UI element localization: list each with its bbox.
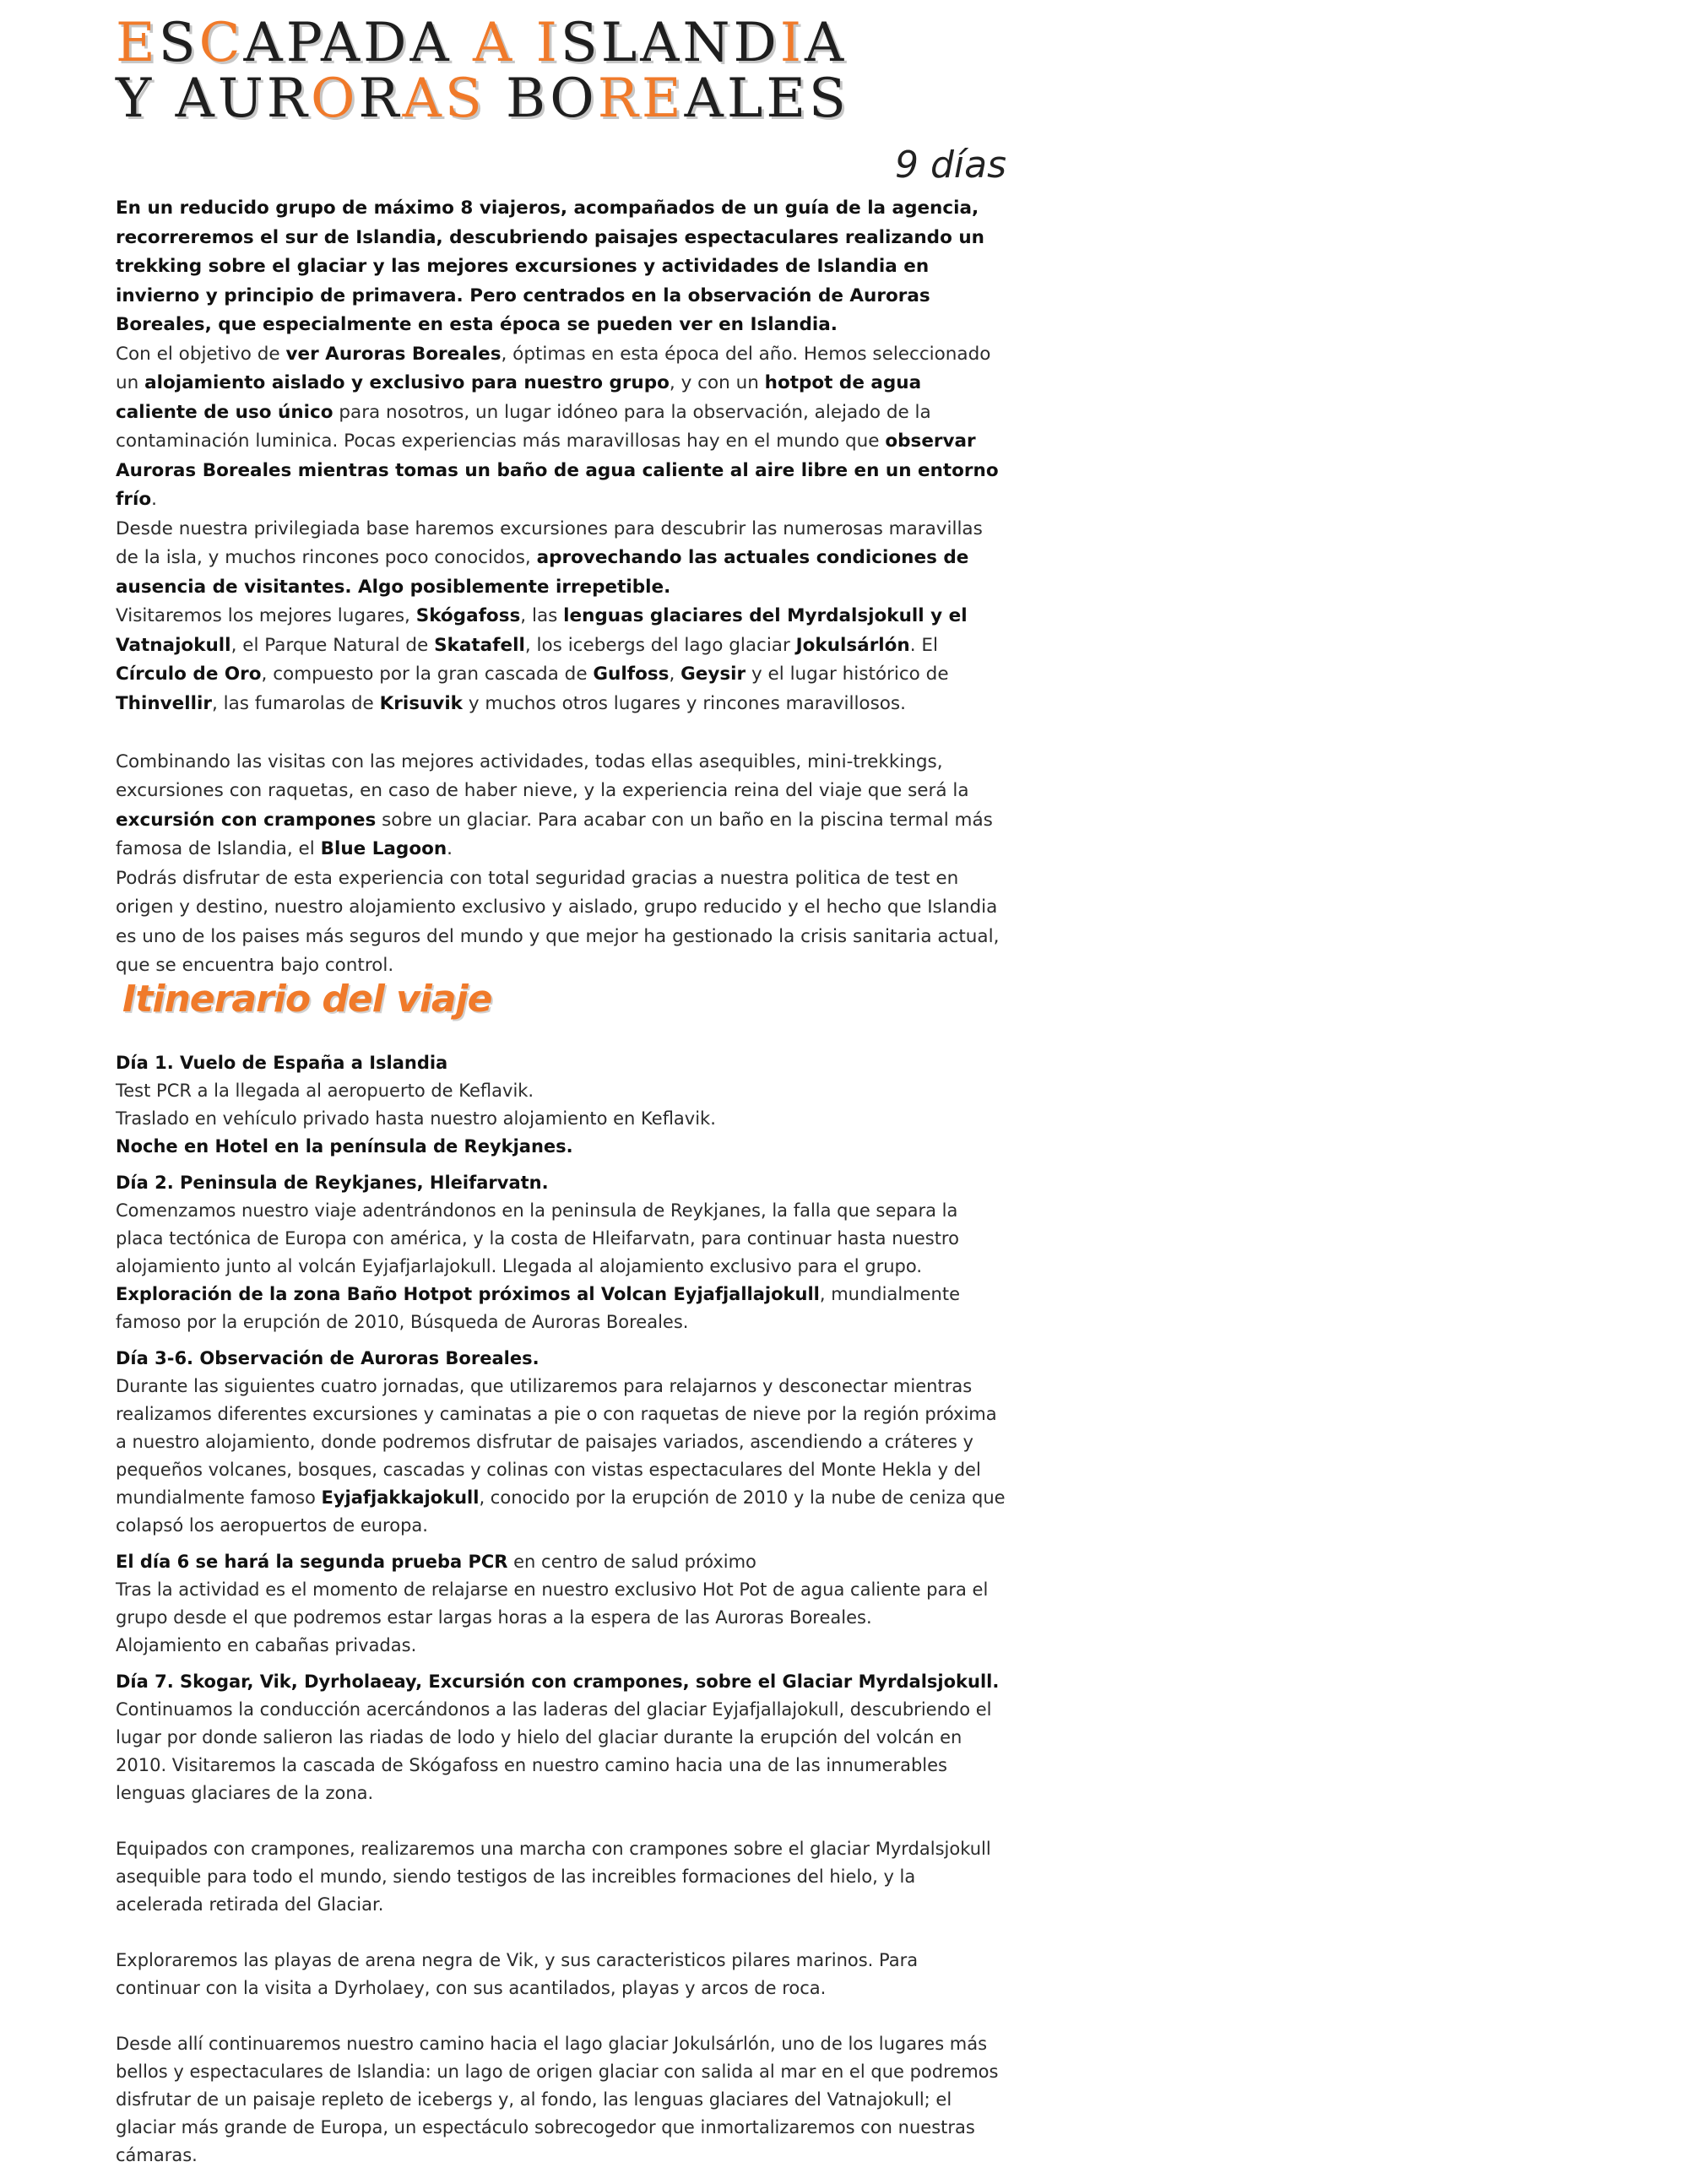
intro-text — [116, 194, 1006, 981]
paragraph-gap — [116, 2002, 1006, 2030]
day-paragraph — [116, 1548, 1006, 1576]
title-letters: BO — [485, 68, 598, 130]
itinerary-day — [116, 1345, 1006, 1540]
itinerary-day — [116, 1169, 1006, 1336]
text-run: Desde nuestra privilegiada base haremos excursiones para descubrir las numerosas maravillas de la isla, y muchos rincones poco conocidos, — [116, 517, 983, 568]
day-paragraph — [116, 1077, 1006, 1105]
text-run: en centro de salud próximo — [507, 1552, 756, 1572]
title-line-2 — [116, 68, 876, 130]
day-paragraph — [116, 1105, 1006, 1133]
intro-paragraph — [116, 194, 1006, 340]
title-letters: SLAND — [560, 12, 780, 74]
text-run: , — [669, 664, 681, 685]
paragraph-gap — [116, 718, 1006, 748]
text-run: Traslado en vehículo privado hasta nuestro alojamiento en Keflavik. — [116, 1108, 716, 1129]
text-run: Tras la actividad es el momento de relajarse en nuestro exclusivo Hot Pot de agua caliente para el grupo desde el que podremos estar largas horas a la espera de las Auroras Boreales. — [116, 1579, 989, 1628]
title-letters: O — [310, 68, 359, 130]
text-run: , las — [520, 605, 564, 626]
title-letters: E — [116, 12, 159, 74]
text-run: Continuamos la conducción acercándonos a las laderas del glaciar Eyjafjallajokull, descubriendo el lugar por donde salieron las riadas de lodo y hielo del glaciar durante la erupción del volcán en 2010. Visitaremos la cascada de Skógafoss en nuestro camino hacia una de las innumerables lenguas glaciares de la zona. — [116, 1699, 992, 1803]
title-letters: S — [158, 12, 199, 74]
day-paragraph — [116, 1373, 1006, 1540]
day-paragraph — [116, 1696, 1006, 1807]
title-letters: R — [358, 68, 403, 130]
bold-text: Thinvellir — [116, 692, 212, 714]
day-paragraph — [116, 2030, 1006, 2170]
intro-paragraph — [116, 515, 1006, 603]
day-heading: Día 7. Skogar, Vik, Dyrholaeay, Excursión con crampones, sobre el Glaciar Myrdalsjokull. — [116, 1671, 1000, 1692]
text-run: , las fumarolas de — [211, 692, 380, 714]
paragraph-gap — [116, 1807, 1006, 1835]
intro-paragraph — [116, 748, 1006, 864]
text-run: , los icebergs del lago glaciar — [524, 634, 796, 656]
bold-text: Krisuvik — [379, 692, 463, 714]
itinerary-day — [116, 1668, 1006, 2170]
text-run: Con el objetivo de — [116, 343, 286, 365]
day-paragraph — [116, 1947, 1006, 2002]
bold-text: Geysir — [680, 664, 746, 685]
bold-text: Noche en Hotel en la península de Reykjanes. — [116, 1136, 573, 1157]
bold-text: aprovechando las actuales condiciones de ausencia de visitantes. Algo posiblemente irrepetible. — [116, 547, 969, 598]
bold-text: Jokulsárlón — [795, 634, 910, 656]
title-letters: C — [198, 12, 244, 74]
day-paragraph — [116, 1632, 1006, 1660]
day-paragraph — [116, 1133, 1006, 1161]
text-run: , compuesto por la gran cascada de — [261, 664, 594, 685]
intro-paragraph — [116, 340, 1006, 515]
bold-text: Eyjafjakkajokull — [321, 1487, 480, 1508]
itinerary-heading: Itinerario del viaje — [122, 978, 492, 1021]
text-run: , mundialmente famoso por la erupción de 2010, Búsqueda de Auroras Boreales. — [116, 1284, 960, 1332]
bold-text: Skógafoss — [415, 605, 521, 626]
itinerary-list — [116, 1049, 1006, 2178]
text-run: Durante las siguientes cuatro jornadas, que utilizaremos para relajarnos y desconectar mientras realizamos diferentes excursiones y caminatas a pie o con raquetas de nieve por la región próxima a nuestro alojamiento, donde podremos disfrutar de paisajes variados, ascendiendo a cráteres y pequeños volcanes, bosques, cascadas y colinas con vistas espectaculares del Monte Hekla y del mundialmente famoso — [116, 1376, 997, 1508]
text-run: Alojamiento en cabañas privadas. — [116, 1635, 417, 1655]
bold-text: Gulfoss — [593, 664, 670, 685]
title-letters — [515, 12, 535, 74]
text-run: y muchos otros lugares y rincones maravillosos. — [462, 692, 906, 714]
bold-text: En un reducido grupo de máximo 8 viajeros, acompañados de un guía de la agencia, recorreremos el sur de Islandia, descubriendo paisajes espectaculares realizando un trekking sobre el glaciar y las mejores excursiones y actividades de Islandia en invierno y principio de primavera. Pero centrados en la observación de Auroras Boreales, que especialmente en esta época se pueden ver en Islandia. — [116, 198, 984, 335]
text-run: Podrás disfrutar de esta experiencia con total seguridad gracias a nuestra politica de test en origen y destino, nuestro alojamiento exclusivo y aislado, grupo reducido y el hecho que Islandia es uno de los paises más seguros del mundo y que mejor ha gestionado la crisis sanitaria actual, que se encuentra bajo control. — [116, 867, 1000, 976]
bold-text: observar Auroras Boreales mientras tomas un baño de agua caliente al aire libre en un entorno frío — [116, 431, 999, 510]
text-run: Desde allí continuaremos nuestro camino hacia el lago glaciar Jokulsárlón, uno de los lugares más bellos y espectaculares de Islandia: un lago de origen glaciar con salida al mar en el que podremos disfrutar de un paisaje repleto de icebergs y, al fondo, las lenguas glaciares del Vatnajokull; el glaciar más grande de Europa, un espectáculo sobrecogedor que inmortalizaremos con nuestras cámaras. — [116, 2034, 999, 2165]
text-run: Equipados con crampones, realizaremos una marcha con crampones sobre el glaciar Myrdalsjokull asequible para todo el mundo, siendo testigos de las increibles formaciones del hielo, y la acelerada retirada del Glaciar. — [116, 1839, 991, 1915]
bold-text: alojamiento aislado y exclusivo para nuestro grupo — [144, 372, 670, 393]
title-letters: Y AUR — [116, 68, 311, 130]
text-run: , y con un — [669, 372, 765, 393]
text-run: , óptimas en esta época del año. Hemos seleccionado un — [116, 343, 991, 393]
bold-text: Círculo de Oro — [116, 664, 262, 685]
title-line-1 — [116, 12, 876, 74]
title-letters: I — [535, 12, 561, 74]
text-run: Exploraremos las playas de arena negra de Vik, y sus caracteristicos pilares marinos. Para continuar con la visita a Dyrholaey, con sus acantilados, playas y arcos de roca. — [116, 1950, 919, 1998]
text-run: para nosotros, un lugar idóneo para la observación, alejado de la contaminación luminica. Pocas experiencias más maravillosas hay en el mundo que — [116, 401, 931, 452]
text-run: . — [151, 489, 157, 510]
text-run: Comenzamos nuestro viaje adentrándonos en la peninsula de Reykjanes, la falla que separa la placa tectónica de Europa con américa, y la costa de Hleifarvatn, para continuar hasta nuestro alojamiento junto al volcán Eyjafjarlajokull. Llegada al alojamiento exclusivo para el grupo. — [116, 1200, 959, 1276]
title-letters: AS — [402, 68, 485, 130]
day-paragraph — [116, 1576, 1006, 1632]
bold-text: El día 6 se hará la segunda prueba PCR — [116, 1552, 508, 1572]
day-heading: Día 2. Peninsula de Reykjanes, Hleifarvatn. — [116, 1173, 549, 1193]
itinerary-day — [116, 1049, 1006, 1161]
text-run: Visitaremos los mejores lugares, — [116, 605, 416, 626]
day-paragraph — [116, 1835, 1006, 1919]
title-letters: ALES — [684, 68, 849, 130]
bold-text: Exploración de la zona Baño Hotpot próximos al Volcan Eyjafjallajokull — [116, 1284, 820, 1304]
page-title — [116, 12, 876, 130]
day-heading: Día 1. Vuelo de España a Islandia — [116, 1053, 448, 1073]
text-run: Test PCR a la llegada al aeropuerto de Keflavik. — [116, 1081, 534, 1101]
text-run: sobre un glaciar. Para acabar con un baño en la piscina termal más famosa de Islandia, el — [116, 809, 993, 859]
text-run: , el Parque Natural de — [230, 634, 435, 656]
day-paragraph — [116, 1197, 1006, 1336]
intro-paragraph — [116, 602, 1006, 718]
text-run: y el lugar histórico de — [746, 664, 949, 685]
bold-text: Skatafell — [434, 634, 525, 656]
text-run: Combinando las visitas con las mejores actividades, todas ellas asequibles, mini-trekkings, excursiones con raquetas, en caso de haber nieve, y la experiencia reina del viaje que será la — [116, 750, 969, 801]
title-letters: RE — [597, 68, 685, 130]
itinerary-day — [116, 1548, 1006, 1660]
title-letters: A — [473, 12, 516, 74]
bold-text: lenguas glaciares del Myrdalsjokull y el Vatnajokull — [116, 605, 968, 656]
bold-text: hotpot de agua caliente de uso único — [116, 372, 922, 423]
text-run: , conocido por la erupción de 2010 y la nube de ceniza que colapsó los aeropuertos de europa. — [116, 1487, 1006, 1536]
text-run: . — [447, 838, 453, 859]
title-letters: A — [805, 12, 848, 74]
text-run: . El — [909, 634, 938, 656]
title-letters: APADA — [243, 12, 474, 74]
bold-text: Blue Lagoon — [320, 838, 447, 859]
bold-text: excursión con crampones — [116, 809, 377, 831]
title-letters: I — [779, 12, 805, 74]
intro-paragraph — [116, 864, 1006, 981]
trip-duration: 9 días — [894, 144, 1006, 187]
day-heading: Día 3-6. Observación de Auroras Boreales. — [116, 1348, 540, 1368]
paragraph-gap — [116, 1919, 1006, 1947]
bold-text: ver Auroras Boreales — [285, 343, 502, 365]
